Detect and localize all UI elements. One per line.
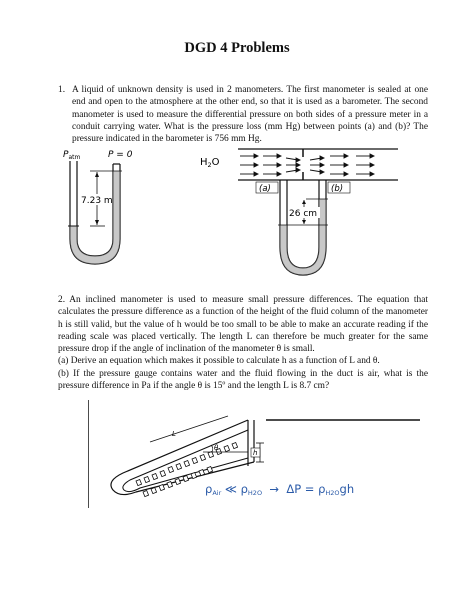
flow-manometer-figure — [198, 147, 403, 279]
flow-arrows — [240, 154, 374, 176]
implies-arrow: → — [269, 482, 280, 496]
problem-1-text: A liquid of unknown density is used in 2 manometers. The first manometer is sealed at one end and open to the atmosphere at the other end, so that it is used as a barometer. The second manometer is used to measure the differential pressure on both sides of a pressure meter in a conduit carrying water. What is the pressure loss (mm Hg) between points (a) and (b)? The pressure indicated in the barometer is 756 mm Hg. — [72, 85, 428, 145]
page-title: DGD 4 Problems — [184, 40, 290, 56]
point-b-label: (b) — [331, 184, 344, 194]
h-label: h — [253, 449, 258, 457]
length-l-label: L — [172, 430, 176, 438]
g-h: gh — [339, 482, 355, 496]
problem-1 — [58, 84, 428, 145]
problem-2 — [58, 294, 428, 392]
h2o-label: $H_2O$ — [200, 157, 220, 169]
problem-1-number: 1. — [58, 85, 66, 95]
height-label-7-23: 7.23 m — [81, 196, 113, 206]
much-less-symbol: ≪ — [224, 482, 237, 496]
patm-label: $P_{atm}$ — [63, 150, 81, 161]
problem-2-part-b: (b) If the pressure gauge contains water and the fluid flowing in the duct is air, what is the pressure difference in Pa if the angle θ is 15º and the length L is 8.7 cm? — [58, 368, 428, 392]
u-tube-inner-2 — [287, 180, 319, 268]
point-a-label: (a) — [259, 184, 271, 194]
barometer-figure — [60, 144, 150, 269]
p-zero-label: P = 0 — [108, 150, 133, 160]
u-tube-inner — [77, 161, 113, 256]
theta-label: θ — [214, 444, 219, 452]
pressure-formula — [205, 482, 405, 497]
height-label-26: 26 cm — [289, 209, 318, 219]
problem-2-part-a: (a) Derive an equation which makes it possible to calculate h as a function of L and θ. — [58, 356, 380, 367]
problem-2-intro: 2. An inclined manometer is used to measure small pressure differences. The equation that calculates the pressure difference as a function of the height of the fluid column of the manometer h is still valid, but the value of h would be too small to be able to make an accurate reading if the reading scale was placed vertically. The length L can therefore be much greater for the same pressure drop if the angle of inclination of the manometer θ is small. — [58, 295, 428, 355]
rho-water: $\rho_{H2O}$ — [240, 482, 263, 497]
rho-air: $\rho_{Air}$ — [205, 482, 222, 497]
delta-p: ΔP = — [286, 482, 315, 496]
rho-water-2: $\rho_{H2O}$ — [318, 482, 340, 497]
